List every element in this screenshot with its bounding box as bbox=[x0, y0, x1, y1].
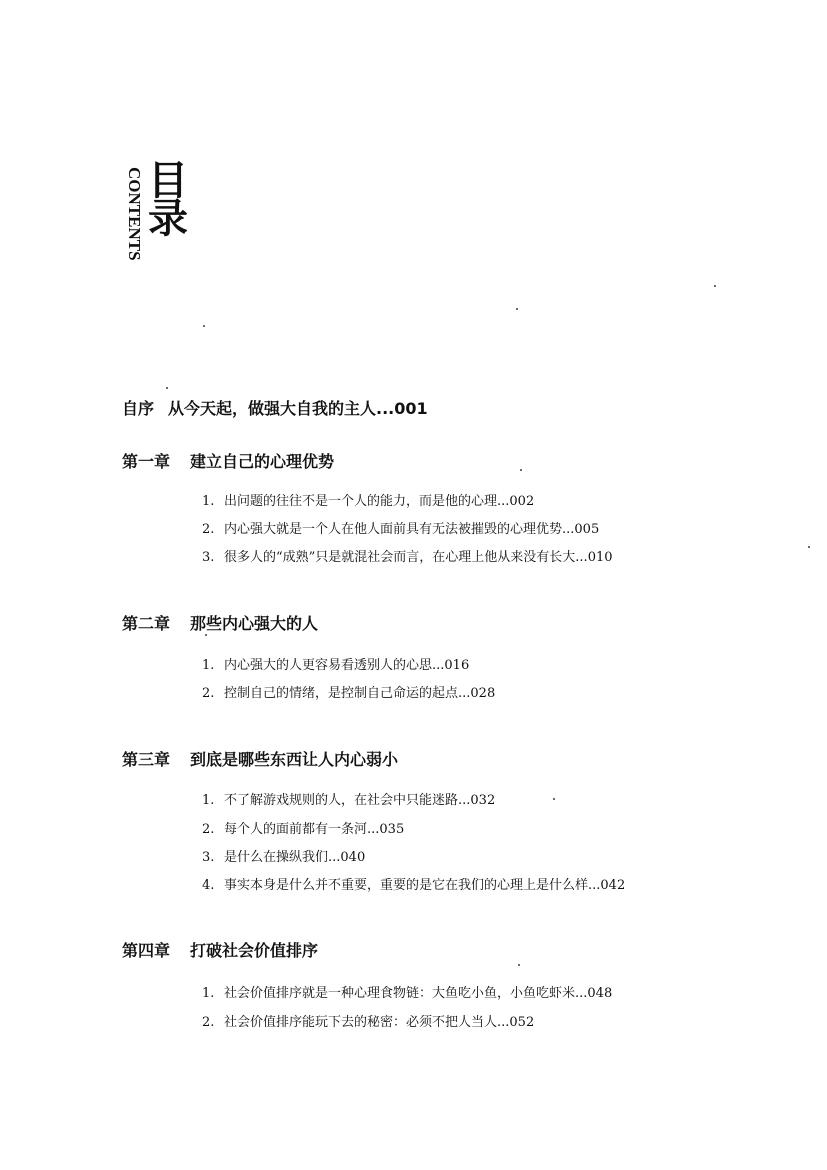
toc-item[interactable] bbox=[202, 682, 495, 701]
item-text: 内心强大就是一个人在他人面前具有无法被摧毁的心理优势...005 bbox=[224, 522, 600, 537]
item-number: 3. bbox=[202, 550, 215, 565]
toc-chapter-4[interactable] bbox=[122, 938, 318, 961]
scan-speck bbox=[520, 469, 522, 471]
toc-item[interactable] bbox=[202, 846, 365, 865]
toc-item[interactable] bbox=[202, 982, 612, 1001]
item-text: 事实本身是什么并不重要，重要的是它在我们的心理上是什么样...042 bbox=[224, 878, 626, 893]
scan-speck bbox=[714, 285, 716, 287]
toc-item[interactable] bbox=[202, 874, 625, 893]
toc-item[interactable] bbox=[202, 1011, 534, 1030]
toc-item[interactable] bbox=[202, 490, 534, 509]
item-text: 出问题的往往不是一个人的能力，而是他的心理...002 bbox=[224, 494, 535, 509]
scan-speck bbox=[808, 546, 810, 548]
toc-item[interactable] bbox=[202, 546, 613, 565]
scan-speck bbox=[166, 387, 168, 389]
item-text: 控制自己的情绪，是控制自己命运的起点...028 bbox=[224, 686, 496, 701]
page-title-char-1: 目 bbox=[148, 158, 188, 204]
scan-speck bbox=[203, 325, 205, 327]
item-text: 不了解游戏规则的人，在社会中只能迷路...032 bbox=[224, 793, 496, 808]
item-text: 社会价值排序能玩下去的秘密：必须不把人当人...052 bbox=[224, 1015, 535, 1030]
scan-speck bbox=[205, 634, 207, 636]
item-number: 2. bbox=[202, 1015, 215, 1030]
item-text: 每个人的面前都有一条河...035 bbox=[224, 822, 405, 837]
item-number: 1. bbox=[202, 494, 215, 509]
chapter-title: 到底是哪些东西让人内心弱小 bbox=[190, 750, 399, 769]
chapter-label: 第四章 bbox=[122, 941, 171, 960]
toc-item[interactable] bbox=[202, 654, 469, 673]
preface-title: 从今天起，做强大自我的主人...001 bbox=[168, 399, 428, 418]
item-text: 是什么在操纵我们...040 bbox=[224, 850, 366, 865]
toc-item[interactable] bbox=[202, 818, 404, 837]
page-title-char-2: 录 bbox=[148, 196, 188, 242]
chapter-label: 第三章 bbox=[122, 750, 171, 769]
toc-chapter-3[interactable] bbox=[122, 747, 398, 770]
item-text: 内心强大的人更容易看透别人的心思...016 bbox=[224, 658, 470, 673]
chapter-label: 第一章 bbox=[122, 452, 171, 471]
item-number: 1. bbox=[202, 793, 215, 808]
contents-label: CONTENTS bbox=[125, 167, 144, 261]
scan-speck bbox=[516, 308, 518, 310]
toc-chapter-2[interactable] bbox=[122, 611, 318, 634]
chapter-label: 第二章 bbox=[122, 614, 171, 633]
item-number: 2. bbox=[202, 822, 215, 837]
toc-item[interactable] bbox=[202, 518, 599, 537]
item-text: 社会价值排序就是一种心理食物链：大鱼吃小鱼，小鱼吃虾米...048 bbox=[224, 986, 613, 1001]
item-number: 2. bbox=[202, 686, 215, 701]
scan-speck bbox=[553, 798, 555, 800]
chapter-title: 那些内心强大的人 bbox=[190, 614, 319, 633]
chapter-title: 打破社会价值排序 bbox=[190, 941, 319, 960]
item-number: 2. bbox=[202, 522, 215, 537]
preface-label: 自序 bbox=[122, 399, 155, 418]
item-number: 3. bbox=[202, 850, 215, 865]
item-number: 4. bbox=[202, 878, 215, 893]
toc-header bbox=[118, 158, 208, 261]
toc-item[interactable] bbox=[202, 789, 495, 808]
toc-entry-preface[interactable] bbox=[122, 396, 428, 419]
scan-speck bbox=[518, 964, 520, 966]
item-text: 很多人的“成熟”只是就混社会而言，在心理上他从来没有长大...010 bbox=[224, 550, 613, 565]
toc-chapter-1[interactable] bbox=[122, 449, 334, 472]
item-number: 1. bbox=[202, 658, 215, 673]
item-number: 1. bbox=[202, 986, 215, 1001]
chapter-title: 建立自己的心理优势 bbox=[190, 452, 335, 471]
